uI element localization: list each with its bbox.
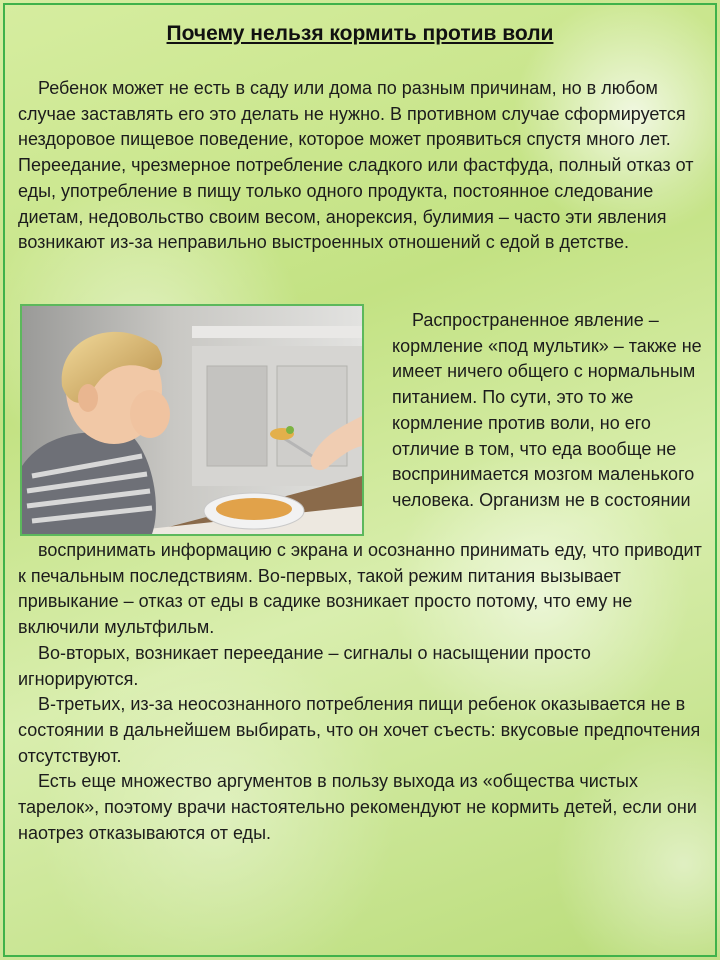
page-title: Почему нельзя кормить против воли: [166, 22, 554, 45]
child-refusing-food-photo: [20, 304, 364, 536]
conclusion-paragraph: Есть еще множество аргументов в пользу выхода из «общества чистых тарелок», поэтому врачи настоятельно рекомендуют не кормить детей, если они наотрез отказываются от еды.: [18, 771, 697, 843]
continuation-block: [18, 538, 706, 846]
side-paragraph: Распространенное явление – кормление «под мультик» – также не имеет ничего общего с нормальным питанием. По сути, это то же кормление против воли, но его отличие в том, что еда вообще не воспринимается мозгом маленького человека. Организм не в состоянии: [392, 310, 702, 510]
second-point-paragraph: Во-вторых, возникает переедание – сигналы о насыщении просто игнорируются.: [18, 642, 591, 689]
continuation-paragraph: воспринимать информацию с экрана и осознанно принимать еду, что приводит к печальным последствиям. Во-первых, такой режим питания вызывает привыкание – отказ от еды в садике возникает просто потому, что ему не включили мультфильм.: [18, 540, 702, 638]
intro-paragraph: Ребенок может не есть в саду или дома по разным причинам, но в любом случае заставлять его это делать не нужно. В противном случае сформируется нездоровое пищевое поведение, которое может проявиться спустя много лет. Переедание, чрезмерное потребление сладкого или фастфуда, полный отказ от еды, употребление в пищу только одного продукта, постоянное следование диетам, недовольство своим весом, анорексия, булимия – часто эти явления возникают из-за неправильно выстроенных отношений с едой в детстве.: [18, 78, 694, 253]
third-point-paragraph: В-третьих, из-за неосознанного потребления пищи ребенок оказывается не в состоянии в дальнейшем выбирать, что он хочет съесть: вкусовые предпочтения отсутствуют.: [18, 694, 701, 766]
